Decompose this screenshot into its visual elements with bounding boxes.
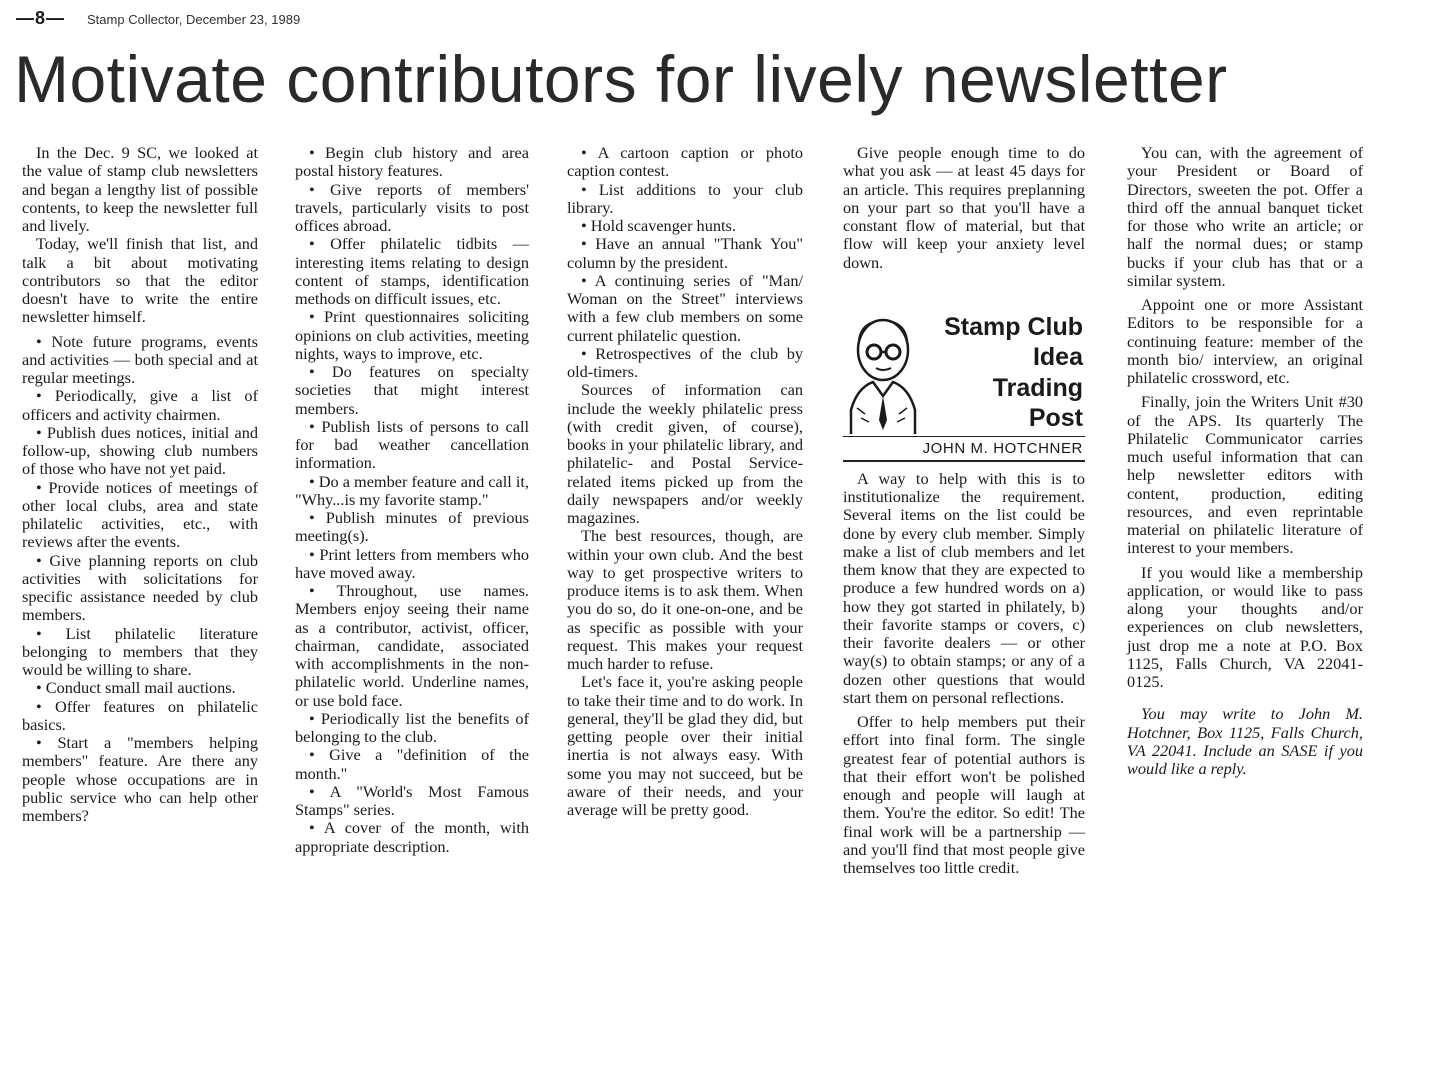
list-item: • Do a member feature and call it, "Why...is my favorite stamp.": [295, 471, 529, 509]
paragraph: Finally, join the Writers Unit #30 of the APS. Its quarterly The Philatelic Communicator carries much useful information that can help newsletter editors with content, production, editing resources, and even reprintable material on philatelic literature of interest to your members.: [1127, 392, 1363, 558]
list-item: • Give a "definition of the month.": [295, 745, 529, 783]
list-item: • Periodically, give a list of officers and activity chairmen.: [22, 386, 258, 424]
list-item: • Do features on specialty societies that might interest members.: [295, 362, 529, 418]
list-item: • Note future programs, events and activities — both special and at regular meetings.: [22, 331, 258, 387]
list-item: • Conduct small mail auctions.: [36, 678, 236, 698]
list-item: • Publish lists of persons to call for bad weather cancellation information.: [295, 416, 529, 473]
article-column-4: [843, 144, 1085, 877]
paragraph: Offer to help members put their effort into final form. The single greatest fear of potential authors is that their effort won't be polished enough and people will laugh at them. You're the editor. So edit! The final work will be a partnership — and you'll find that most people give themselves too little credit.: [843, 712, 1085, 877]
list-item: • Give reports of members' travels, particularly visits to post offices abroad.: [295, 179, 529, 235]
list-item: • List philatelic literature belonging to members that they would be willing to share.: [22, 623, 258, 679]
list-item: • Begin club history and area postal history features.: [295, 143, 529, 181]
paragraph: Today, we'll finish that list, and talk a bit about motivating contributors so that the editor doesn't have to write the entire newsletter himself.: [22, 234, 258, 327]
logo-title-line: Post: [1028, 404, 1083, 433]
list-item: • Throughout, use names. Members enjoy seeing their name as a contributor, activist, officer, chairman, candidate, associated with accomplishments in the non-philatelic world. Underline names, or use bold face.: [295, 581, 529, 710]
list-item: • List additions to your club library.: [567, 179, 803, 217]
list-item: • Provide notices of meetings of other local clubs, area and state philatelic activities, etc., with reviews after the events.: [22, 477, 258, 552]
list-item: • Hold scavenger hunts.: [581, 216, 736, 235]
paragraph: You can, with the agreement of your President or Board of Directors, sweeten the pot. Offer a third off the annual banquet ticket for those who write an article; or half the normal dues; or stamp bucks if your club has that or a similar system.: [1127, 143, 1363, 290]
article-column-5: [1127, 144, 1363, 778]
list-item: • A cover of the month, with appropriate description.: [295, 818, 529, 856]
list-item: • Offer philatelic tidbits — interesting items relating to design content of stamps, identification methods on difficult issues, etc.: [295, 234, 529, 308]
list-item: • Publish dues notices, initial and follow-up, showing club numbers of those who have not yet paid.: [22, 422, 258, 479]
article-column-3: [567, 144, 803, 819]
list-item: • Periodically list the benefits of belonging to the club.: [295, 708, 529, 746]
list-item: • Retrospectives of the club by old-timers.: [567, 343, 803, 381]
column-logo: [843, 310, 1085, 470]
logo-title-line: Trading: [992, 373, 1083, 402]
list-item: • Offer features on philatelic basics.: [22, 696, 258, 734]
list-item: • A continuing series of "Man/ Woman on the Street" interviews with a few club members on some current philatelic question.: [567, 270, 803, 345]
paragraph: If you would like a membership application, or would like to pass along your thoughts and/or experiences on club newsletters, just drop me a note at P.O. Box 1125, Falls Church, VA 22041-0125.: [1127, 562, 1363, 691]
article-column-1: [22, 144, 258, 825]
paragraph: Let's face it, you're asking people to take their time and to do work. In general, they'll be glad they did, but getting people over their initial inertia is not always easy. With some you may not succeed, but be aware of their needs, and your average will be pretty good.: [567, 672, 803, 819]
list-item: • Print letters from members who have moved away.: [295, 544, 529, 582]
paragraph: Appoint one or more Assistant Editors to be responsible for a continuing feature: member of the month bio/ interview, an original philatelic crossword, etc.: [1127, 295, 1363, 387]
logo-title-line: Stamp Club: [944, 312, 1083, 341]
article-headline: Motivate contributors for lively newsletter: [14, 42, 1228, 116]
paragraph: The best resources, though, are within your own club. And the best way to get prospective writers to produce items is to ask them. When you do so, do it one-on-one, and be as specific as possible with your request. This makes your request much harder to refuse.: [567, 526, 803, 673]
paragraph: Give people enough time to do what you ask — at least 45 days for an article. This requires preplanning on your part so that you'll have a constant flow of material, but that flow will keep your anxiety level down.: [843, 143, 1085, 272]
list-item: • Print questionnaires soliciting opinions on club activities, meeting nights, ways to improve, etc.: [295, 307, 529, 363]
paragraph: Sources of information can include the weekly philatelic press (with credit given, of course), books in your philatelic library, and philatelic- and Postal Service-related items picked up from the daily newspapers and/or weekly magazines.: [567, 380, 803, 527]
page-number: —8—: [16, 8, 66, 28]
list-item: • Start a "members helping members" feature. Are there any people whose occupations are in public service who can help other members?: [22, 733, 258, 825]
paragraph: A way to help with this is to institutionalize the requirement. Several items on the list could be done by every club member. Simply make a list of club members and let them know that they are expected to produce a few hundred words on a) how they got started in philately, b) their favorite stamps or covers, c) their favorite dealers — or other way(s) to obtain stamps; or any of a dozen other questions that would start them on personal reflections.: [843, 468, 1085, 707]
publication-line: Stamp Collector, December 23, 1989: [87, 12, 301, 27]
list-item: • A cartoon caption or photo caption contest.: [567, 143, 803, 181]
list-item: • A "World's Most Famous Stamps" series.: [295, 781, 529, 819]
article-column-2: [295, 144, 529, 856]
list-item: • Publish minutes of previous meeting(s).: [295, 508, 529, 546]
list-item: • Have an annual "Thank You" column by the president.: [567, 234, 803, 272]
list-item: • Give planning reports on club activities with solicitations for specific assistance needed by club members.: [22, 550, 258, 625]
columnist-portrait-icon: [843, 310, 923, 435]
column-logo-title: [944, 312, 1083, 434]
columnist-name: JOHN M. HOTCHNER: [922, 439, 1083, 457]
paragraph: In the Dec. 9 SC, we looked at the value of stamp club newsletters and began a lengthy list of possible contents, to keep the newsletter full and lively.: [22, 143, 258, 235]
logo-title-line: Idea: [1032, 343, 1083, 372]
author-contact-note: You may write to John M. Hotchner, Box 1125, Falls Church, VA 22041. Include an SASE if you would like a reply.: [1127, 704, 1363, 778]
page-header: [16, 8, 300, 29]
logo-divider: [843, 436, 1085, 437]
logo-divider: [843, 460, 1085, 462]
